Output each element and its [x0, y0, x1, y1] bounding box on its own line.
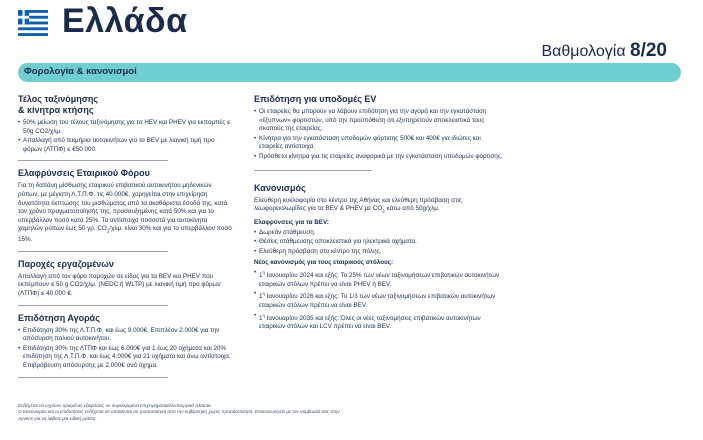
- registration-fee-section: [18, 94, 233, 154]
- regulation-text: [254, 197, 504, 216]
- list-item: • Θέσεις στάθμευσης αποκλειστικά για ηλεκτρικά οχήματα.: [254, 238, 504, 247]
- section-banner: [18, 63, 681, 82]
- regulation-section: [254, 183, 504, 332]
- list-item: • Δωρεάν στάθμευση.: [254, 229, 504, 238]
- list-item: • Πρόσθετα κίνητρα για τις εταιρείες αναφορικά με την εγκατάσταση υποδομών φόρτισης.: [254, 153, 504, 162]
- co2-subscript: 2: [382, 208, 385, 214]
- fleet-rule-text: Ιανουαρίου 2026 και εξής: Το 1/3 των νέων ταξινομήσεων επιβατικών αυτοκινήτων εταιρικών στόλων πρέπει να είναι BEV.: [259, 293, 496, 309]
- list-item: [254, 269, 504, 289]
- footer-line: Ο Κανονισμός και οι επιδοτήσεις ενδέχεται να υπόκεινται σε τροποποίηση από την κυβέρνηση χωρίς προειδοποίηση. Επικοινωνήστε με τον σύμβουλό σας στην: [18, 409, 340, 415]
- fleet-rule-text: Ιανουαρίου 2035 και εξής: Όλες οι νέες ταξινομήσεις επιβατικών αυτοκινήτων εταιρικών στόλων και LCV πρέπει να είναι BEV.: [259, 314, 481, 331]
- rating-label: Βαθμολογία: [541, 43, 626, 60]
- rating: [541, 40, 667, 62]
- ordinal-superscript: η: [262, 291, 265, 297]
- bev-benefits-subtitle: Ελαφρύνσεις για τα BEV:: [254, 219, 329, 226]
- list-item: • 50% μείωση του τέλους ταξινόμησης για τα HEV και PHEV για εκπομπές ≤ 50g CO2/χλμ.: [18, 119, 233, 136]
- right-column: [254, 94, 504, 338]
- date-day: 1: [259, 293, 263, 301]
- divider: [18, 160, 168, 161]
- list-item: [254, 312, 504, 332]
- list-item: • Επιδότηση 30% της ΛΤΠΦ και έως 6.000€ για 1 έως 20 οχήματα και 20% επιδότηση της Λ.Τ.Π.Φ. και έως 4.000€ για 21 οχήματα και άνω αντίστοιχα. Επιβράβευση απόσυρσης με 2.000€ ανά όχημα.: [18, 345, 233, 371]
- bev-benefits-list: [254, 229, 504, 257]
- registration-fee-title: [18, 94, 233, 116]
- employee-benefits-section: [18, 259, 233, 299]
- purchase-subsidy-list: [18, 327, 233, 371]
- list-item: • Ελεύθερη πρόσβαση στο κέντρο της πόλης.: [254, 248, 504, 257]
- regulation-text-main: Ελεύθερη κυκλοφορία στο κέντρο της Αθήνας και ελεύθερη πρόσβαση στις λεωφορειολωρίδες για τα BEV & PHEV με CO: [254, 196, 462, 213]
- corporate-tax-text-main: Για τη δαπάνη μίσθωσης εταιρικού επιβατικού αυτοκινήτου μηδενικών ρύπων, με μέγιστη Λ.Τ.Π.Φ. τις 40.000€, χορηγείται στην επιχείρηση δυνατότητα έκπτωσης του μισθώματος από τα ακαθάριστα έσοδά της, κατά τον χρόνο πραγματοποίησής της, προσαυξημένης κατά 50% και για το υπερβάλλον ποσό κατά 25%. Τα αντίστοιχα ποσοστά για αυτοκίνητα χαμηλών ρύπων έως 50 γρ. CO: [18, 182, 228, 233]
- ev-infrastructure-section: [254, 94, 504, 162]
- divider: [18, 251, 168, 252]
- divider: [18, 377, 168, 378]
- fleet-regulation-subtitle: Νέος κανονισμός για τους εταιρικούς στόλους:: [254, 259, 394, 267]
- corporate-tax-text-end: /χλμ. είναι 30% και για το υπερβάλλον ποσό 15%.: [18, 225, 232, 244]
- rating-value: 8/20: [630, 40, 667, 61]
- registration-fee-list: [18, 119, 233, 154]
- left-column: [18, 94, 233, 385]
- footer-disclaimer: [18, 403, 458, 422]
- registration-fee-title-line2: & κίνητρα κτήσης: [18, 105, 94, 115]
- footer-line: Ayvens για να λάβετε μια ειδική μελέτη.: [18, 415, 97, 421]
- ordinal-superscript: η: [262, 269, 265, 275]
- divider: [254, 170, 372, 171]
- fleet-regulation-list: [254, 269, 504, 332]
- list-item: • Επιδότηση 30% της Λ.Τ.Π.Φ. και έως 9.000€. Επιπλέον 2.000€ για την απόσυρση παλιού αυτοκινήτου.: [18, 327, 233, 344]
- employee-benefits-text: Απαλλαγή από τον φόρο παροχών σε είδος για τα BEV και PHEV που εκπέμπουν ≤ 50 g CO2/χλμ. (NEDC ή WLTP) με λιανική τιμή προ φόρων (ΛΤΠΦ) ≤ 40.000 €.: [18, 272, 221, 297]
- corporate-tax-section: [18, 168, 233, 244]
- list-item: • Κίνητρα για την εγκατάσταση υποδομών φόρτισης 500€ και 400€ για ιδιώτες και εταιρείες αντίστοιχα.: [254, 135, 504, 152]
- divider: [18, 305, 168, 306]
- list-item: • Οι εταιρείες θα μπορούν να λάβουν επιδότηση για την αγορά και την εγκατάσταση «έξυπνων» φορτιστών, υπό την προϋπόθεση ότι εξυπηρετούν αποκλειστικά τους σκοπούς της εταιρείας.: [254, 108, 504, 134]
- ordinal-superscript: η: [262, 312, 265, 318]
- corporate-tax-text: [18, 182, 233, 244]
- employee-benefits-title: Παροχές εργαζομένων: [18, 258, 114, 269]
- ev-infrastructure-title: Επιδότηση για υποδομές EV: [254, 94, 377, 104]
- co2-subscript: 2: [106, 228, 110, 234]
- greece-flag-icon: [18, 10, 48, 36]
- regulation-text-end: κάτω από 50g/χλμ.: [384, 205, 440, 213]
- corporate-tax-title: Ελαφρύνσεις Εταιρικού Φόρου: [18, 168, 150, 179]
- list-item: [254, 290, 504, 310]
- registration-fee-title-line1: Τέλος ταξινόμησης: [18, 94, 99, 104]
- list-item: • Απαλλαγή από τεκμήρια αυτοκινήτων για τα BEV με λιανική τιμή προ φόρων (ΛΤΠΦ) ≤ €50.000.: [18, 137, 233, 154]
- footer-line: Ενδέχεται να ισχύουν ορισμένες εξαιρέσεις σε συγκεκριμένα επιχειρηματικά/λειτουργικά πλαίσια.: [18, 403, 212, 408]
- fleet-rule-text: Ιανουαρίου 2024 και εξής: Το 25% των νέων ταξινομήσεων επιβατικών αυτοκινήτων εταιρικών στόλων πρέπει να είναι PHEV ή BEV.: [259, 272, 500, 288]
- country-title: Ελλάδα: [62, 2, 188, 40]
- purchase-subsidy-title: Επιδότηση Αγοράς: [18, 312, 100, 323]
- date-day: 1: [259, 272, 263, 280]
- ev-infrastructure-list: [254, 108, 504, 162]
- purchase-subsidy-section: [18, 313, 233, 371]
- regulation-title: Κανονισμός: [254, 182, 306, 193]
- banner-title: Φορολογία & κανονισμοί: [24, 66, 137, 77]
- date-day: 1: [259, 314, 263, 322]
